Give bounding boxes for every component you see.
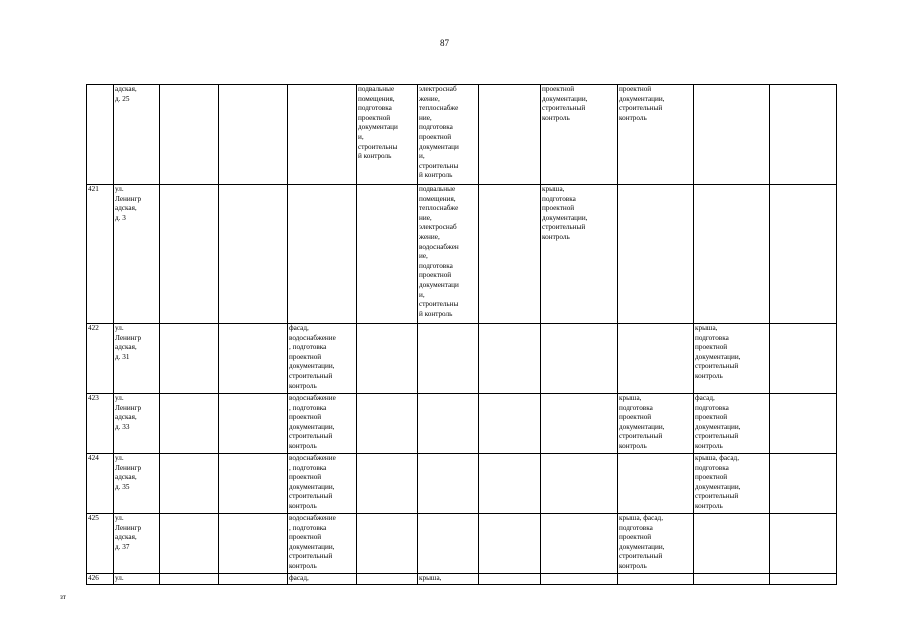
table-row: [87, 394, 837, 454]
row-number-cell: [87, 324, 114, 394]
work-cell: [618, 514, 694, 574]
cell-text: фасад, водоснабжение , подготовка проектной документации, строительный контроль: [289, 324, 336, 390]
table-row: [87, 514, 837, 574]
work-cell: [160, 454, 219, 514]
footer-mark: зт: [60, 593, 66, 601]
work-cell: [357, 454, 418, 514]
work-cell: [160, 574, 219, 585]
work-cell: [288, 454, 357, 514]
cell-text: подвальные помещения, подготовка проектной документаци и, строительны й контроль: [358, 85, 398, 161]
work-cell: [418, 394, 479, 454]
cell-text: фасад, подготовка проектной документации, строительный контроль: [695, 394, 741, 450]
work-cell: [694, 85, 770, 185]
work-cell: [288, 514, 357, 574]
cell-text: крыша, подготовка проектной документации, строительный контроль: [695, 324, 741, 380]
work-cell: [418, 324, 479, 394]
cell-text: ул. Ленингр адская, д. 3: [115, 185, 142, 222]
work-cell: [479, 85, 541, 185]
row-number-cell: [87, 514, 114, 574]
cell-text: 426: [88, 574, 99, 582]
cell-text: ул. Ленингр адская, д. 35: [115, 454, 142, 491]
work-cell: [770, 514, 837, 574]
cell-text: водоснабжение , подготовка проектной документации, строительный контроль: [289, 514, 336, 570]
work-cell: [694, 324, 770, 394]
work-cell: [288, 394, 357, 454]
table-row: [87, 574, 837, 585]
work-cell: [770, 574, 837, 585]
work-cell: [618, 394, 694, 454]
work-cell: [418, 85, 479, 185]
work-cell: [357, 85, 418, 185]
address-cell: [114, 514, 160, 574]
work-cell: [357, 185, 418, 324]
work-cell: [219, 514, 288, 574]
address-cell: [114, 85, 160, 185]
work-cell: [694, 574, 770, 585]
table-row: [87, 85, 837, 185]
cell-text: ул. Ленингр адская, д. 31: [115, 324, 142, 361]
work-cell: [541, 85, 618, 185]
cell-text: крыша,: [419, 574, 442, 582]
work-cell: [694, 394, 770, 454]
cell-text: водоснабжение , подготовка проектной документации, строительный контроль: [289, 454, 336, 510]
address-cell: [114, 324, 160, 394]
cell-text: крыша, фасад, подготовка проектной документации, строительный контроль: [619, 514, 665, 570]
work-cell: [618, 85, 694, 185]
work-cell: [541, 454, 618, 514]
work-cell: [770, 85, 837, 185]
table-row: [87, 454, 837, 514]
cell-text: ул.: [115, 574, 124, 582]
work-cell: [418, 574, 479, 585]
work-cell: [219, 574, 288, 585]
work-cell: [219, 324, 288, 394]
cell-text: проектной документации, строительный контроль: [542, 85, 588, 122]
row-number-cell: [87, 185, 114, 324]
work-cell: [541, 324, 618, 394]
work-cell: [479, 324, 541, 394]
address-cell: [114, 185, 160, 324]
work-cell: [694, 454, 770, 514]
work-cell: [479, 394, 541, 454]
work-cell: [160, 324, 219, 394]
cell-text: проектной документации, строительный контроль: [619, 85, 665, 122]
work-cell: [160, 185, 219, 324]
work-cell: [357, 324, 418, 394]
work-cell: [770, 185, 837, 324]
work-cell: [160, 394, 219, 454]
work-cell: [618, 185, 694, 324]
work-cell: [479, 454, 541, 514]
work-cell: [618, 574, 694, 585]
work-cell: [770, 394, 837, 454]
work-cell: [541, 514, 618, 574]
work-cell: [160, 85, 219, 185]
cell-text: 421: [88, 185, 99, 193]
row-number-cell: [87, 85, 114, 185]
work-cell: [418, 454, 479, 514]
cell-text: 425: [88, 514, 99, 522]
work-cell: [479, 574, 541, 585]
row-number-cell: [87, 574, 114, 585]
work-cell: [288, 85, 357, 185]
cell-text: электроснаб жение, теплоснабже ние, подготовка проектной документаци и, строительны й контроль: [419, 85, 459, 180]
cell-text: 424: [88, 454, 99, 462]
cell-text: фасад,: [289, 574, 309, 582]
cell-text: 423: [88, 394, 99, 402]
work-cell: [357, 394, 418, 454]
cell-text: ул. Ленингр адская, д. 33: [115, 394, 142, 431]
address-cell: [114, 574, 160, 585]
address-cell: [114, 394, 160, 454]
work-cell: [288, 574, 357, 585]
work-cell: [219, 394, 288, 454]
work-cell: [418, 185, 479, 324]
page-number: 87: [440, 38, 449, 48]
cell-text: 422: [88, 324, 99, 332]
work-cell: [479, 514, 541, 574]
work-cell: [770, 324, 837, 394]
work-cell: [418, 514, 479, 574]
cell-text: крыша, подготовка проектной документации, строительный контроль: [542, 185, 588, 241]
cell-text: адская, д. 25: [115, 85, 137, 103]
work-cell: [357, 574, 418, 585]
work-cell: [219, 85, 288, 185]
row-number-cell: [87, 454, 114, 514]
work-cell: [219, 185, 288, 324]
work-cell: [160, 514, 219, 574]
table-body: [87, 85, 837, 585]
work-cell: [357, 514, 418, 574]
cell-text: крыша, фасад, подготовка проектной документации, строительный контроль: [695, 454, 741, 510]
work-cell: [288, 324, 357, 394]
cell-text: ул. Ленингр адская, д. 37: [115, 514, 142, 551]
work-cell: [541, 185, 618, 324]
work-cell: [288, 185, 357, 324]
work-cell: [618, 324, 694, 394]
work-cell: [541, 574, 618, 585]
cell-text: водоснабжение , подготовка проектной документации, строительный контроль: [289, 394, 336, 450]
address-cell: [114, 454, 160, 514]
work-cell: [541, 394, 618, 454]
table-row: [87, 185, 837, 324]
cell-text: подвальные помещения, теплоснабже ние, электроснаб жение, водоснабжен ие, подготовка проектной документаци и, строительны й контроль: [419, 185, 459, 318]
row-number-cell: [87, 394, 114, 454]
work-cell: [770, 454, 837, 514]
work-cell: [219, 454, 288, 514]
work-cell: [694, 514, 770, 574]
table-row: [87, 324, 837, 394]
cell-text: крыша, подготовка проектной документации, строительный контроль: [619, 394, 665, 450]
work-cell: [694, 185, 770, 324]
repair-schedule-table: [86, 84, 837, 585]
work-cell: [618, 454, 694, 514]
work-cell: [479, 185, 541, 324]
